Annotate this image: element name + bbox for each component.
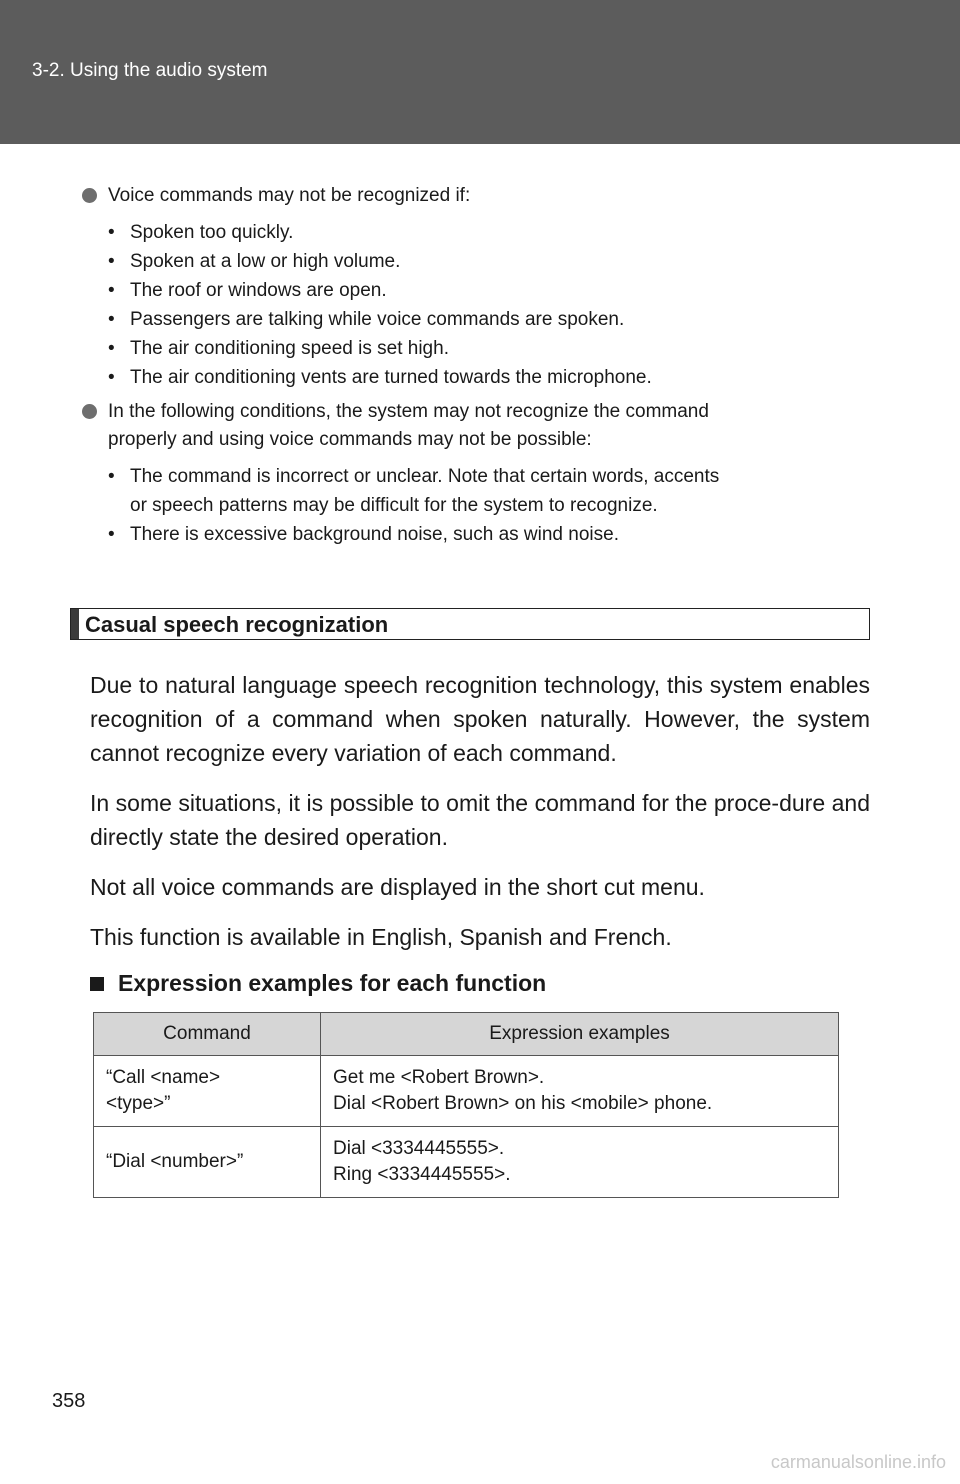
section-title: Casual speech recognization — [85, 612, 389, 637]
round-bullet-icon — [82, 404, 97, 419]
list-item: • There is excessive background noise, such as wind noise. — [108, 524, 619, 545]
table-row — [94, 1127, 839, 1198]
section-heading-bar — [70, 608, 870, 640]
subheading — [90, 970, 870, 997]
list-item: • The roof or windows are open. — [108, 280, 387, 301]
list-item: • The air conditioning vents are turned towards the microphone. — [108, 367, 652, 388]
column-header: Command — [94, 1013, 321, 1056]
body-text — [90, 668, 870, 997]
list-item: • Spoken too quickly. — [108, 222, 294, 243]
condition-list — [82, 462, 882, 549]
section-header-title: 3-2. Using the audio system — [32, 60, 268, 81]
list-item: • The command is incorrect or unclear. Note that certain words, accents or speech patterns may be difficult for the system to recognize. — [108, 466, 720, 516]
note-1 — [82, 182, 882, 392]
page-header — [0, 0, 960, 144]
paragraph: Due to natural language speech recognition technology, this system enables recognition of a command when spoken naturally. However, the system cannot recognize every variation of each command. — [90, 672, 870, 766]
square-bullet-icon — [90, 977, 104, 991]
notes-block — [82, 182, 882, 555]
command-cell: “Dial <number>” — [94, 1127, 321, 1198]
note-2 — [82, 398, 882, 549]
note-text: properly and using voice commands may not be possible: — [108, 429, 592, 450]
section-marker — [71, 609, 79, 639]
note-text: In the following conditions, the system may not recognize the command — [108, 401, 709, 422]
command-cell: “Call <name> <type>” — [94, 1056, 321, 1127]
condition-list — [82, 218, 882, 392]
subheading-text: Expression examples for each function — [118, 970, 547, 996]
examples-cell: Dial <3334445555>. Ring <3334445555>. — [321, 1127, 839, 1198]
examples-cell: Get me <Robert Brown>. Dial <Robert Brown> on his <mobile> phone. — [321, 1056, 839, 1127]
round-bullet-icon — [82, 188, 97, 203]
list-item: • Passengers are talking while voice commands are spoken. — [108, 309, 625, 330]
paragraph: Not all voice commands are displayed in the short cut menu. — [90, 874, 705, 900]
table-header-row — [94, 1013, 839, 1056]
list-item: • Spoken at a low or high volume. — [108, 251, 401, 272]
table-row — [94, 1056, 839, 1127]
column-header: Expression examples — [321, 1013, 839, 1056]
watermark: carmanualsonline.info — [770, 1452, 946, 1472]
page-number: 358 — [52, 1390, 86, 1412]
expression-table — [93, 1012, 839, 1198]
paragraph: In some situations, it is possible to omit the command for the proce-dure and directly state the desired operation. — [90, 790, 870, 850]
paragraph: This function is available in English, Spanish and French. — [90, 924, 672, 950]
note-text: Voice commands may not be recognized if: — [108, 185, 471, 206]
list-item: • The air conditioning speed is set high. — [108, 338, 449, 359]
